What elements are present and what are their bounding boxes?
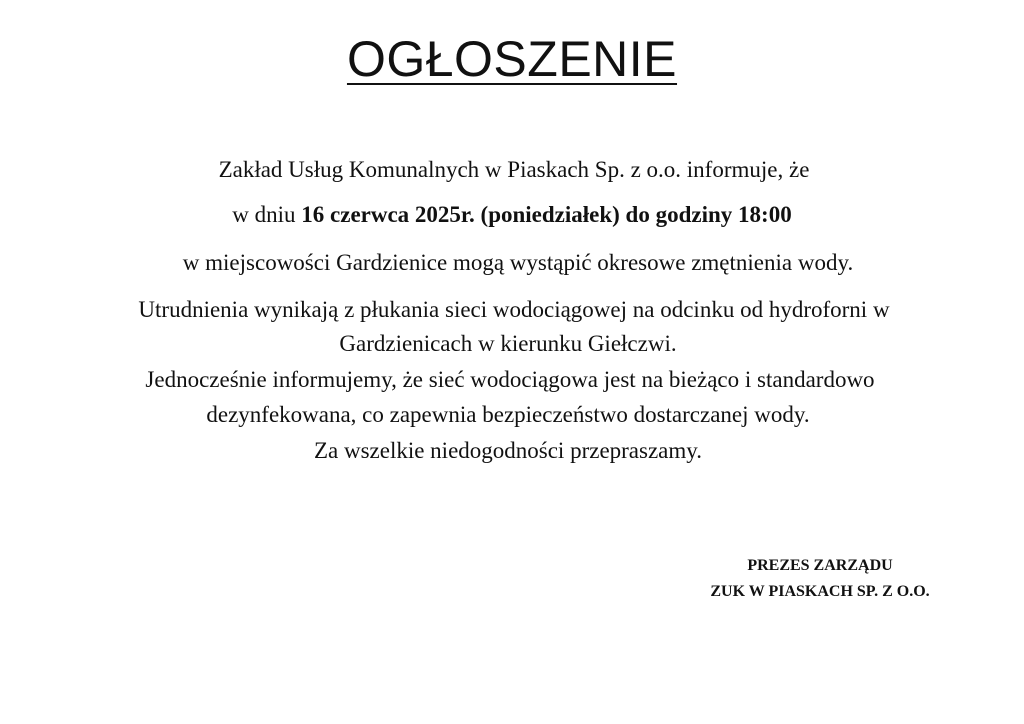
signature-block: [620, 553, 1020, 605]
announcement-title: [0, 30, 1024, 88]
body-line-reason-cont: Gardzienicach w kierunku Giełczwi.: [339, 331, 677, 356]
body-line-reason: Utrudnienia wynikają z płukania sieci wodociągowej na odcinku od hydroforni w: [138, 297, 890, 322]
body-line-date: [0, 201, 1024, 229]
signature-title: PREZES ZARZĄDU: [747, 557, 893, 574]
body-line-intro: Zakład Usług Komunalnych w Piaskach Sp. z o.o. informuje, że: [218, 157, 810, 182]
body-line-location: w miejscowości Gardzienice mogą wystąpić okresowe zmętnienia wody.: [182, 250, 854, 275]
body-line-disinfection: Jednocześnie informujemy, że sieć wodociągowa jest na bieżąco i standardowo: [145, 367, 875, 392]
body-line-date-bold: 16 czerwca 2025r. (poniedziałek) do godziny 18:00: [301, 202, 792, 227]
announcement-title-text: OGŁOSZENIE: [346, 31, 678, 87]
body-line-apology: Za wszelkie niedogodności przepraszamy.: [313, 438, 703, 463]
body-line-date-prefix: w dniu: [232, 202, 302, 227]
body-line-disinfection-cont: dezynfekowana, co zapewnia bezpieczeństwo dostarczanej wody.: [206, 402, 810, 427]
signature-company: ZUK W PIASKACH SP. Z O.O.: [710, 583, 930, 600]
